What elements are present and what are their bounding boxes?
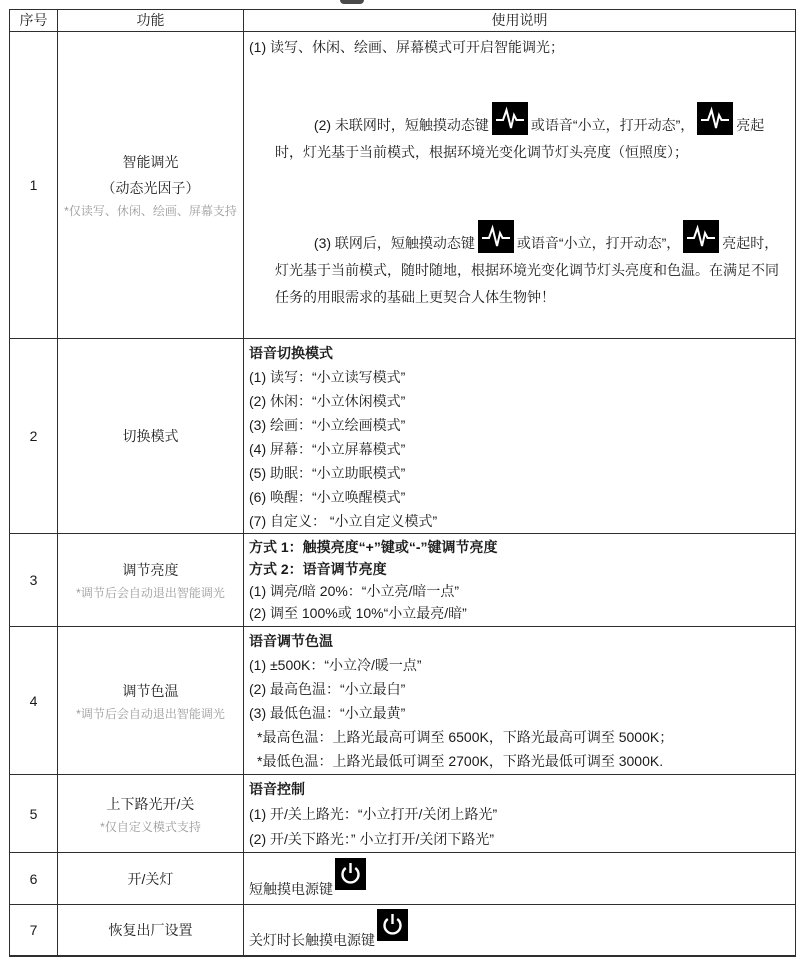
usage-item: (5) 助眠：“小立助眠模式” xyxy=(249,465,406,481)
usage-heading: 语音控制 xyxy=(249,781,305,797)
header-usage: 使用说明 xyxy=(244,10,796,32)
table-row xyxy=(10,905,796,956)
usage-item: (1) 调亮/暗 20%：“小立亮/暗一点” xyxy=(249,583,460,599)
usage-note: *最高色温：上路光最高可调至 6500K，下路光最高可调至 5000K； xyxy=(257,729,674,745)
usage-item: (3) 绘画：“小立绘画模式” xyxy=(249,417,406,433)
function-title: 调节亮度 xyxy=(122,562,179,578)
usage-text: 关灯时长触摸电源键 xyxy=(249,932,375,949)
row-number: 7 xyxy=(10,905,58,956)
function-note: *调节后会自动退出智能调光 xyxy=(76,586,225,600)
dynamic-key-icon xyxy=(478,220,514,253)
table-row xyxy=(10,853,796,905)
usage-text: 短触摸电源键 xyxy=(249,881,333,897)
function-cell xyxy=(58,32,244,339)
cropped-image-artifact xyxy=(340,0,364,4)
usage-cell xyxy=(244,775,796,853)
function-title: 智能调光 xyxy=(122,154,179,170)
usage-cell xyxy=(244,339,796,534)
usage-item: (1) ±500K：“小立冷/暖一点” xyxy=(249,657,422,673)
usage-item: (7) 自定义： “小立自定义模式” xyxy=(249,513,438,529)
table-row xyxy=(10,339,796,534)
usage-instructions-table xyxy=(9,9,796,957)
row-number: 3 xyxy=(10,534,58,627)
function-note: *调节后会自动退出智能调光 xyxy=(76,706,225,721)
function-title: 开/关灯 xyxy=(127,870,174,887)
usage-item: (1) 读写、休闲、绘画、屏幕模式可开启智能调光； xyxy=(249,39,564,55)
usage-item: (3) 联网后，短触摸动态键 或语音“小立，打开动态”， 亮起时，灯光基于当前模式，随时随地，根据环境光变化调节灯头亮度和色温。在满足不同任务的用眼需求的基础上更契合人体生物钟！ xyxy=(249,193,789,338)
function-note: *仅自定义模式支持 xyxy=(100,819,201,834)
usage-note: *最低色温：上路光最低可调至 2700K，下路光最低可调至 3000K. xyxy=(257,753,664,769)
power-key-icon xyxy=(377,909,408,941)
usage-item: (2) 未联网时，短触摸动态键 或语音“小立，打开动态”， 亮起时，灯光基于当前模式，根据环境光变化调节灯头亮度（恒照度）； xyxy=(249,75,789,193)
row-number: 1 xyxy=(10,32,58,339)
table-row xyxy=(10,627,796,775)
function-cell xyxy=(58,534,244,627)
function-cell xyxy=(58,339,244,534)
usage-cell xyxy=(244,627,796,775)
row-number: 4 xyxy=(10,627,58,775)
header-row xyxy=(10,10,796,32)
function-cell xyxy=(58,905,244,956)
usage-item: (2) 开/关下路光：” 小立打开/关闭下路光” xyxy=(249,831,494,847)
dynamic-key-icon xyxy=(492,102,528,135)
usage-item: (2) 调至 100%或 10%“小立最亮/暗” xyxy=(249,605,467,621)
usage-heading: 语音调节色温 xyxy=(249,633,333,649)
table-row xyxy=(10,534,796,627)
header-func: 功能 xyxy=(58,10,244,32)
function-cell xyxy=(58,627,244,775)
header-seq: 序号 xyxy=(10,10,58,32)
usage-cell xyxy=(244,534,796,627)
function-cell xyxy=(58,853,244,905)
usage-cell xyxy=(244,905,796,956)
table-row xyxy=(10,775,796,853)
dynamic-key-icon xyxy=(697,102,733,135)
row-number: 2 xyxy=(10,339,58,534)
usage-item: (3) 最低色温：“小立最黄” xyxy=(249,705,406,721)
usage-cell xyxy=(244,853,796,905)
usage-cell xyxy=(244,32,796,339)
usage-item: (1) 读写：“小立读写模式” xyxy=(249,369,406,385)
usage-item: (1) 开/关上路光：“小立打开/关闭上路光” xyxy=(249,806,498,822)
function-title: 切换模式 xyxy=(122,428,179,444)
table-row xyxy=(10,32,796,339)
usage-method: 方式 1：触摸亮度“+”键或“-”键调节亮度 xyxy=(249,539,498,555)
dynamic-key-icon xyxy=(683,220,719,253)
function-title: 调节色温 xyxy=(122,682,179,699)
usage-item: (4) 屏幕：“小立屏幕模式” xyxy=(249,441,406,457)
usage-item: (6) 唤醒：“小立唤醒模式” xyxy=(249,489,406,505)
function-cell xyxy=(58,775,244,853)
row-number: 6 xyxy=(10,853,58,905)
function-title: 上下路光开/关 xyxy=(106,795,195,812)
usage-item: (2) 最高色温：“小立最白” xyxy=(249,681,406,697)
power-key-icon xyxy=(335,858,366,890)
usage-item: (2) 休闲：“小立休闲模式” xyxy=(249,393,406,409)
usage-heading: 语音切换模式 xyxy=(249,345,333,361)
row-number: 5 xyxy=(10,775,58,853)
usage-method: 方式 2：语音调节亮度 xyxy=(249,561,387,577)
function-note: *仅读写、休闲、绘画、屏幕支持 xyxy=(64,204,237,218)
function-title: 恢复出厂设置 xyxy=(108,921,193,938)
function-subtitle: （动态光因子） xyxy=(101,180,200,196)
